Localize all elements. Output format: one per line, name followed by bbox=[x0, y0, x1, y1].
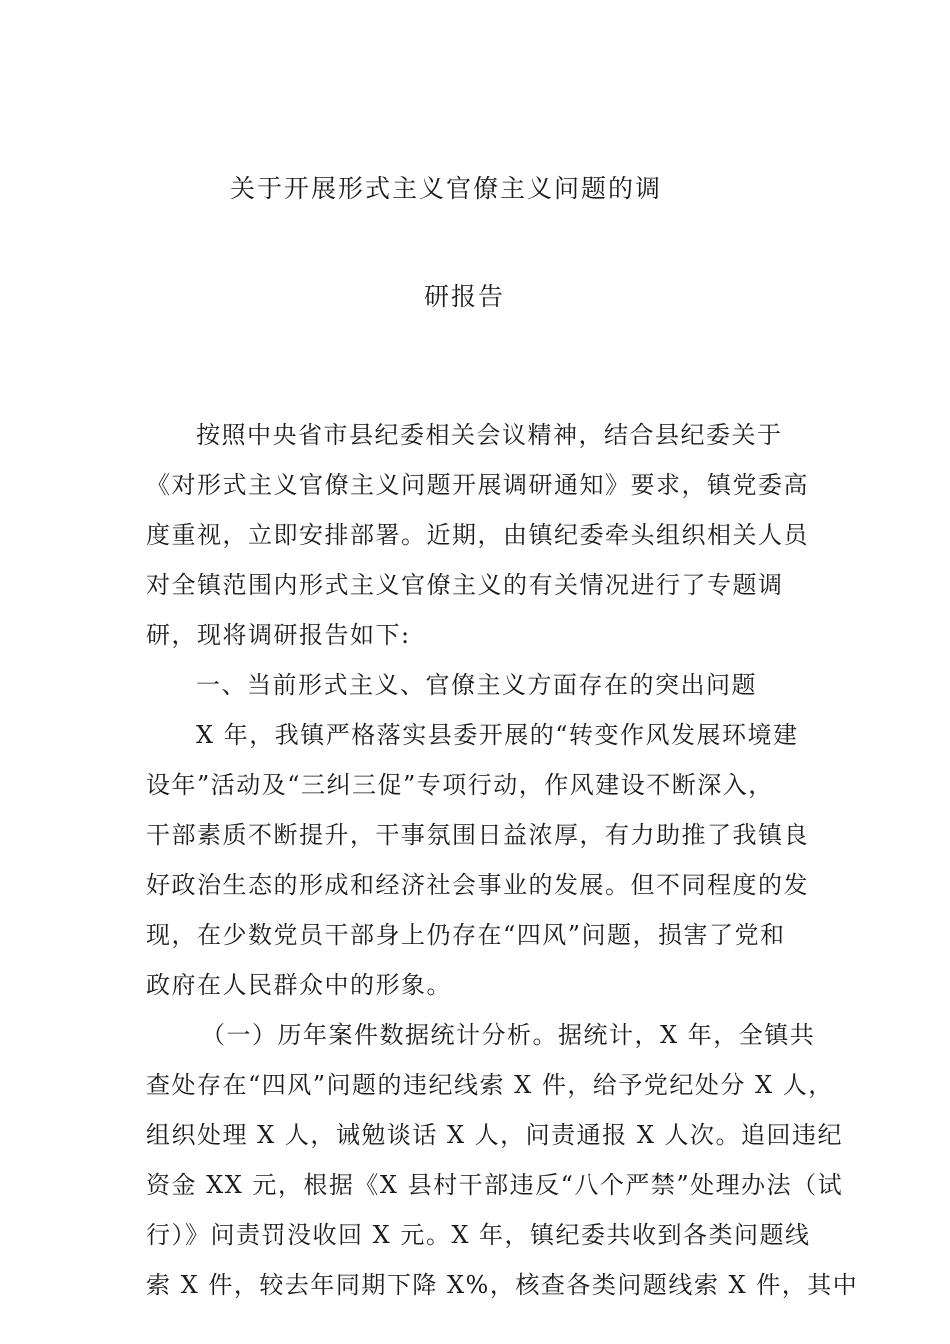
paragraph-line: 行）》问责罚没收回 X 元。X 年，镇纪委共收到各类问题线 bbox=[146, 1221, 811, 1249]
document-title-line-2: 研报告 bbox=[424, 282, 506, 311]
paragraph-line: 《对形式主义官僚主义问题开展调研通知》要求，镇党委高 bbox=[146, 471, 809, 499]
paragraph-line: 组织处理 X 人，诫勉谈话 X 人，问责通报 X 人次。追回违纪 bbox=[146, 1121, 844, 1149]
paragraph-line: 索 X 件，较去年同期下降 X%，核查各类问题线索 X 件，其中 bbox=[146, 1271, 859, 1299]
paragraph-line: 对全镇范围内形式主义官僚主义的有关情况进行了专题调 bbox=[146, 571, 784, 599]
paragraph-line: 研，现将调研报告如下: bbox=[146, 621, 411, 649]
paragraph-line: 现，在少数党员干部身上仍存在“四风”问题，损害了党和 bbox=[146, 921, 786, 949]
paragraph-line: 资金 XX 元，根据《X 县村干部违反“八个严禁”处理办法（试 bbox=[146, 1171, 844, 1199]
paragraph-line: X 年，我镇严格落实县委开展的“转变作风发展环境建 bbox=[196, 721, 799, 749]
paragraph-line: 按照中央省市县纪委相关会议精神，结合县纪委关于 bbox=[196, 421, 783, 449]
document-title-line-1: 关于开展形式主义官僚主义问题的调 bbox=[230, 174, 663, 203]
paragraph-line: 政府在人民群众中的形象。 bbox=[146, 971, 452, 999]
paragraph-line: 设年”活动及“三纠三促”专项行动，作风建设不断深入， bbox=[146, 771, 774, 799]
paragraph-line: 度重视，立即安排部署。近期，由镇纪委牵头组织相关人员 bbox=[146, 521, 809, 549]
paragraph-line: 查处存在“四风”问题的违纪线索 X 件，给予党纪处分 X 人， bbox=[146, 1071, 834, 1099]
paragraph-line: 干部素质不断提升，干事氛围日益浓厚，有力助推了我镇良 bbox=[146, 821, 809, 849]
section-heading: 一、当前形式主义、官僚主义方面存在的突出问题 bbox=[196, 671, 757, 699]
subsection-line: （一）历年案件数据统计分析。据统计，X 年，全镇共 bbox=[201, 1021, 816, 1049]
paragraph-line: 好政治生态的形成和经济社会事业的发展。但不同程度的发 bbox=[146, 871, 809, 899]
